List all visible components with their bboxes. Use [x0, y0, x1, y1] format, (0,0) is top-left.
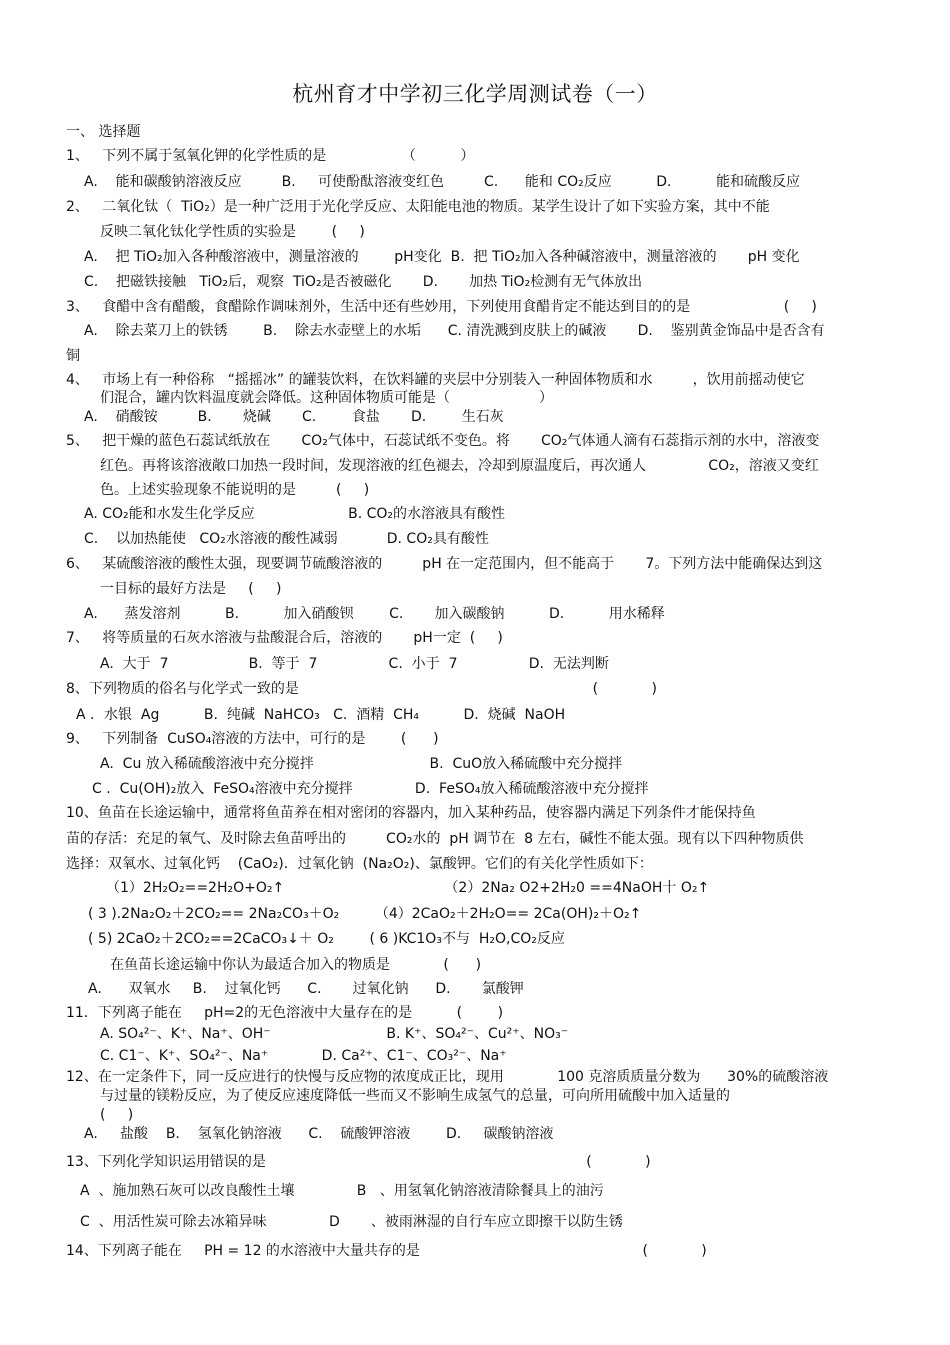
question-14: 14、下列离子能在 PH = 12 的水溶液中大量共存的是 ( ) — [66, 1243, 707, 1259]
question-4-cont: 们混合，罐内饮料温度就会降低。这种固体物质可能是（ ） — [100, 390, 554, 406]
reaction-3-4: ( 3 ).2Na₂O₂＋2CO₂== 2Na₂CO₃＋O₂ （4）2CaO₂＋2H₂O== 2Ca(OH)₂＋O₂↑ — [88, 906, 642, 922]
question-5: 5、 把干燥的蓝色石蕊试纸放在 CO₂气体中，石蕊试纸不变色。将 CO₂气体通人滴有石蕊指示剂的水中，溶液变 — [66, 433, 820, 449]
reaction-5-6: ( 5) 2CaO₂＋2CO₂==2CaCO₃↓＋ O₂ ( 6 )KC1O₃不与 H₂O,CO₂反应 — [88, 931, 565, 947]
q12-options: A. 盐酸 B. 氢氧化钠溶液 C. 硫酸钾溶液 D. 碳酸钠溶液 — [84, 1126, 554, 1142]
q11-options-cd: C. C1⁻、K⁺、SO₄²⁻、Na⁺ D. Ca²⁺、C1⁻、CO₃²⁻、Na⁺ — [100, 1048, 507, 1064]
question-4: 4、 市场上有一种俗称 “摇摇冰” 的罐装饮料，在饮料罐的夹层中分别装入一种固体物质和水 ，饮用前摇动使它 — [66, 372, 805, 388]
reaction-1-2: （1）2H₂O₂==2H₂O+O₂↑ （2）2Na₂ O2+2H₂0 ==4NaOH十 O₂↑ — [106, 880, 710, 896]
question-13: 13、下列化学知识运用错误的是 ( ) — [66, 1154, 651, 1170]
section-heading: 一、 选择题 — [66, 124, 141, 140]
question-10-cont-2: 选择：双氧水、过氧化钙 (CaO₂)．过氧化钠 (Na₂O₂)、氯酸钾。它们的有关化学性质如下： — [66, 856, 653, 872]
q3-options: A. 除去菜刀上的铁锈 B. 除去水壶壁上的水垢 C. 清洗溅到皮肤上的碱液 D. 鉴别黄金饰品中是否含有 — [84, 323, 825, 339]
q5-options-ab: A. CO₂能和水发生化学反应 B. CO₂的水溶液具有酸性 — [84, 506, 506, 522]
q10-options: A. 双氧水 B. 过氧化钙 C. 过氧化钠 D. 氯酸钾 — [88, 981, 524, 997]
q1-options: A. 能和碳酸钠溶液反应 B. 可使酚酞溶液变红色 C. 能和 CO₂反应 D. 能和硫酸反应 — [84, 174, 801, 190]
question-5-cont-1: 红色。再将该溶液敞口加热一段时间，发现溶液的红色褪去，冷却到原温度后，再次通人 CO₂，溶液又变红 — [100, 458, 819, 474]
q7-options: A. 大于 7 B. 等于 7 C. 小于 7 D. 无法判断 — [100, 656, 609, 672]
q6-options: A. 蒸发溶剂 B. 加入硝酸钡 C. 加入碳酸钠 D. 用水稀释 — [84, 606, 665, 622]
q13-options-cd: C 、用活性炭可除去冰箱异味 D 、被雨淋湿的自行车应立即擦干以防生锈 — [80, 1214, 623, 1230]
question-7: 7、 将等质量的石灰水溶液与盐酸混合后，溶液的 pH一定 ( ) — [66, 630, 503, 646]
question-8: 8、下列物质的俗名与化学式一致的是 ( ) — [66, 681, 657, 697]
question-6: 6、 某硫酸溶液的酸性太强，现要调节硫酸溶液的 pH 在一定范围内，但不能高于 7。下列方法中能确保达到这 — [66, 556, 823, 572]
q13-options-ab: A 、施加熟石灰可以改良酸性土壤 B 、用氢氧化钠溶液清除餐具上的油污 — [80, 1183, 604, 1199]
question-12-cont: 与过量的镁粉反应，为了使反应速度降低一些而又不影响生成氢气的总量，可向所用硫酸中加入适量的 — [100, 1088, 730, 1104]
question-12: 12、在一定条件下，同一反应进行的快慢与反应物的浓度成正比，现用 100 克溶质质量分数为 30%的硫酸溶液 — [66, 1069, 829, 1085]
q2-options-cd: C. 把磁铁接触 TiO₂后，观察 TiO₂是否被磁化 D. 加热 TiO₂检测有无气体放出 — [84, 274, 643, 290]
document-title: 杭州育才中学初三化学周测试卷（一） — [292, 82, 658, 106]
question-5-cont-2: 色。上述实验现象不能说明的是 ( ) — [100, 482, 370, 498]
q8-options: A ．水银 Ag B. 纯碱 NaHCO₃ C. 酒精 CH₄ D. 烧碱 NaOH — [76, 707, 566, 723]
q4-options: A. 硝酸铵 B. 烧碱 C. 食盐 D. 生石灰 — [84, 409, 504, 425]
q9-options-ab: A. Cu 放入稀硫酸溶液中充分搅拌 B. CuO放入稀硫酸中充分搅拌 — [100, 756, 623, 772]
question-3: 3、 食醋中含有醋酸，食醋除作调味剂外，生活中还有些妙用，下列使用食醋肯定不能达到目的的是 ( ) — [66, 299, 817, 315]
question-1: 1、 下列不属于氢氧化钾的化学性质的是 （ ） — [66, 148, 475, 164]
q11-options-ab: A. SO₄²⁻、K⁺、Na⁺、OH⁻ B. K⁺、SO₄²⁻、Cu²⁺、NO₃⁻ — [100, 1026, 569, 1042]
question-9: 9、 下列制备 CuSO₄溶液的方法中，可行的是 ( ) — [66, 731, 439, 747]
q2-options-ab: A. 把 TiO₂加入各种酸溶液中，测量溶液的 pH变化 B. 把 TiO₂加入各种碱溶液中，测量溶液的 pH 变化 — [84, 249, 800, 265]
question-11: 11．下列离子能在 pH=2的无色溶液中大量存在的是 ( ) — [66, 1005, 504, 1021]
question-12-blank: ( ) — [100, 1107, 134, 1123]
q9-options-cd: C . Cu(OH)₂放入 FeSO₄溶液中充分搅拌 D. FeSO₄放入稀硫酸溶液中充分搅拌 — [92, 781, 649, 797]
question-10-cont-1: 苗的存活：充足的氧气、及时除去鱼苗呼出的 CO₂水的 pH 调节在 8 左右，碱性不能太强。现有以下四种物质供 — [66, 831, 804, 847]
question-2-cont: 反映二氧化钛化学性质的实验是 ( ) — [100, 224, 365, 240]
question-6-cont: 一目标的最好方法是 ( ) — [100, 581, 282, 597]
q3-options-cont: 铜 — [66, 348, 80, 364]
question-10: 10、鱼苗在长途运输中，通常将鱼苗养在相对密闭的容器内，加入某种药品，使容器内满足下列条件才能保持鱼 — [66, 805, 756, 821]
question-2: 2、 二氧化钛（ TiO₂）是一种广泛用于光化学反应、太阳能电池的物质。某学生设计了如下实验方案，其中不能 — [66, 199, 770, 215]
q5-options-cd: C. 以加热能使 CO₂水溶液的酸性减弱 D. CO₂具有酸性 — [84, 531, 489, 547]
question-10-ask: 在鱼苗长途运输中你认为最适合加入的物质是 ( ) — [110, 957, 482, 973]
